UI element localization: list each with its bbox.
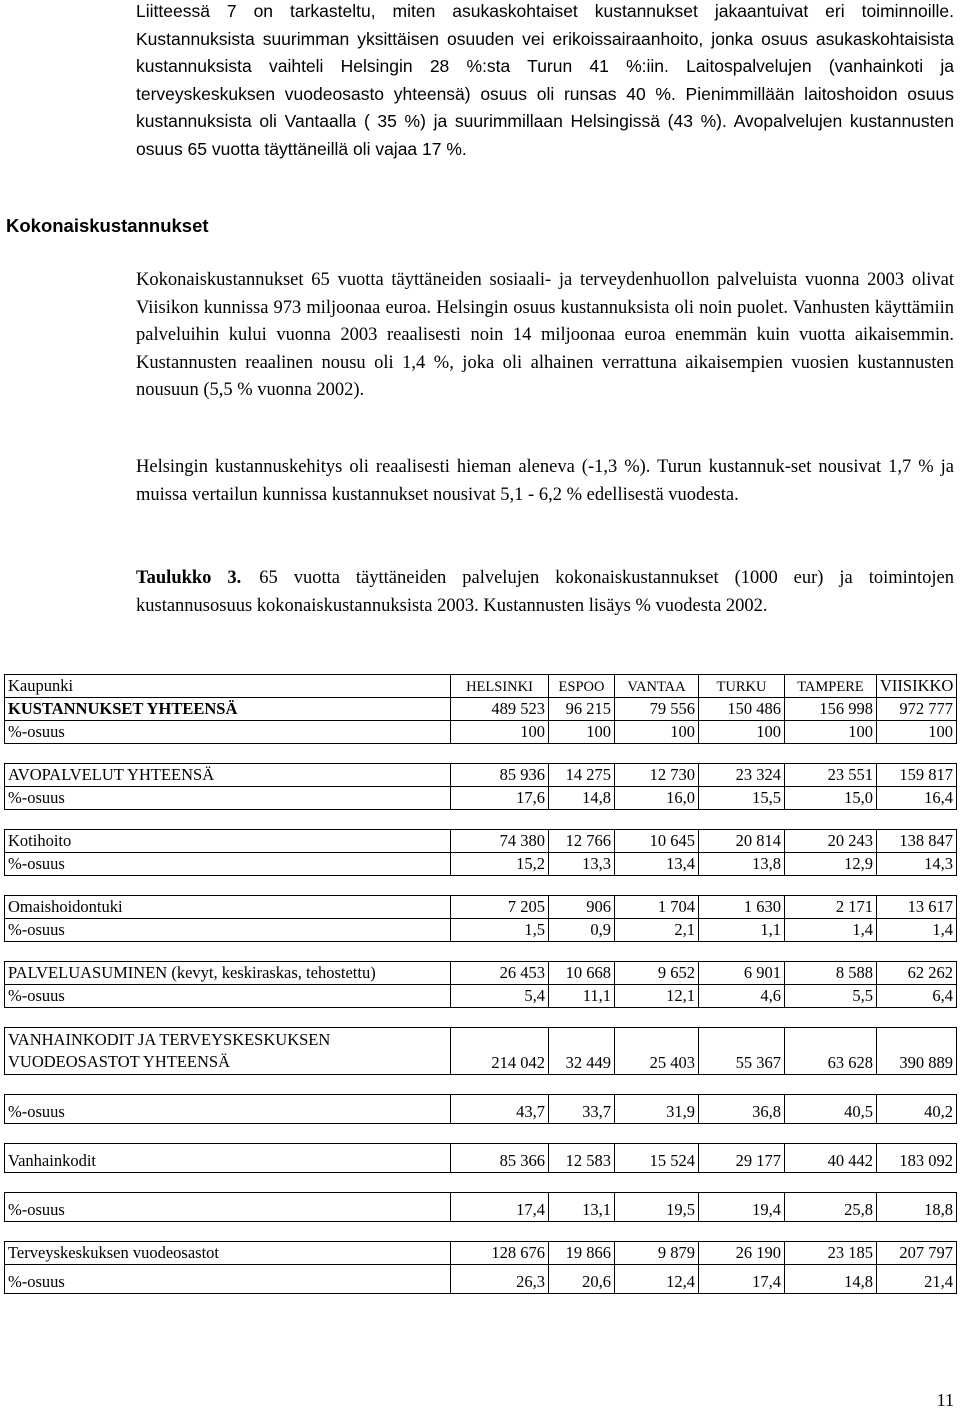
cell-value: 13 617: [877, 896, 957, 919]
row-spacer: [5, 1124, 957, 1144]
cell-value: 1,1: [699, 919, 785, 942]
table-row: [5, 896, 957, 919]
row-spacer: [5, 810, 957, 830]
table-row: [5, 830, 957, 853]
table-row: [5, 698, 957, 721]
cell-value: 20,6: [549, 1265, 615, 1294]
cell-value: 40,2: [877, 1095, 957, 1124]
cell-value: 12 583: [549, 1144, 615, 1173]
row-label: %-osuus: [5, 853, 451, 876]
cell-value: 100: [877, 721, 957, 744]
row-label: %-osuus: [5, 721, 451, 744]
table-row: [5, 962, 957, 985]
cell-value: 1,5: [451, 919, 549, 942]
cell-value: 18,8: [877, 1193, 957, 1222]
cell-value: 7 205: [451, 896, 549, 919]
cell-value: 9 652: [615, 962, 699, 985]
header-helsinki: HELSINKI: [451, 675, 549, 698]
cell-value: 0,9: [549, 919, 615, 942]
cell-value: 19 866: [549, 1242, 615, 1265]
cell-value: 156 998: [785, 698, 877, 721]
row-label: %-osuus: [5, 1095, 451, 1124]
cell-value: 100: [549, 721, 615, 744]
cell-value: 26,3: [451, 1265, 549, 1294]
cell-value: 15,0: [785, 787, 877, 810]
cell-value: 1,4: [877, 919, 957, 942]
table-row: [5, 764, 957, 787]
cell-value: 15 524: [615, 1144, 699, 1173]
cell-value: 14,8: [549, 787, 615, 810]
cell-value: 43,7: [451, 1095, 549, 1124]
row-spacer: [5, 942, 957, 962]
table-row: [5, 1193, 957, 1222]
row-label: [5, 1028, 451, 1075]
cell-value: 55 367: [699, 1028, 785, 1075]
row-label: Kotihoito: [5, 830, 451, 853]
cost-table: [4, 674, 957, 1294]
cell-value: 79 556: [615, 698, 699, 721]
cell-value: 14 275: [549, 764, 615, 787]
cell-value: 128 676: [451, 1242, 549, 1265]
table-header-row: [5, 675, 957, 698]
header-vantaa: VANTAA: [615, 675, 699, 698]
cell-value: 62 262: [877, 962, 957, 985]
cell-value: 100: [785, 721, 877, 744]
cell-value: 26 453: [451, 962, 549, 985]
row-label: %-osuus: [5, 919, 451, 942]
cell-value: 11,1: [549, 985, 615, 1008]
cell-value: 1 704: [615, 896, 699, 919]
cell-value: 100: [451, 721, 549, 744]
cell-value: 5,4: [451, 985, 549, 1008]
cell-value: 16,4: [877, 787, 957, 810]
cell-value: 20 243: [785, 830, 877, 853]
header-espoo: ESPOO: [549, 675, 615, 698]
cell-value: 13,1: [549, 1193, 615, 1222]
cell-value: 14,3: [877, 853, 957, 876]
row-label: Vanhainkodit: [5, 1144, 451, 1173]
cell-value: 15,5: [699, 787, 785, 810]
cell-value: 63 628: [785, 1028, 877, 1075]
cell-value: 2 171: [785, 896, 877, 919]
row-spacer: [5, 1173, 957, 1193]
row-label: %-osuus: [5, 1265, 451, 1294]
row-spacer: [5, 1075, 957, 1095]
cell-value: 10 668: [549, 962, 615, 985]
row-label: Omaishoidontuki: [5, 896, 451, 919]
row-label: %-osuus: [5, 985, 451, 1008]
cell-value: 19,4: [699, 1193, 785, 1222]
cell-value: 5,5: [785, 985, 877, 1008]
cell-value: 40 442: [785, 1144, 877, 1173]
cell-value: 1,4: [785, 919, 877, 942]
cell-value: 17,4: [699, 1265, 785, 1294]
header-tampere: TAMPERE: [785, 675, 877, 698]
cell-value: 12,9: [785, 853, 877, 876]
cell-value: 21,4: [877, 1265, 957, 1294]
row-label: AVOPALVELUT YHTEENSÄ: [5, 764, 451, 787]
cell-value: 23 324: [699, 764, 785, 787]
header-viisikko: VIISIKKO: [877, 675, 957, 698]
table-caption-label: Taulukko 3.: [136, 568, 242, 588]
cell-value: 15,2: [451, 853, 549, 876]
cell-value: 906: [549, 896, 615, 919]
cell-value: 85 936: [451, 764, 549, 787]
cell-value: 207 797: [877, 1242, 957, 1265]
cell-value: 16,0: [615, 787, 699, 810]
cell-value: 29 177: [699, 1144, 785, 1173]
table-row: [5, 1242, 957, 1265]
cell-value: 13,8: [699, 853, 785, 876]
total-costs-paragraph: Kokonaiskustannukset 65 vuotta täyttäneiden sosiaali- ja terveydenhuollon palveluista vuonna 2003 olivat Viisikon kunnissa 973 miljoonaa euroa. Helsingin osuus kustannuksista oli noin puolet. Vanhusten käyttämiin palveluihin kului vuonna 2003 reaalisesti noin 14 miljoonaa euroa enemmän kuin vuotta aikaisemmin. Kustannusten reaalinen nousu oli 1,4 %, joka oli alhainen verrattuna aikaisempien vuosien kustannusten nousuun (5,5 % vuonna 2002).: [136, 270, 954, 400]
cell-value: 25,8: [785, 1193, 877, 1222]
row-label-line2: VUODEOSASTOT YHTEENSÄ: [8, 1052, 230, 1071]
cell-value: 12 730: [615, 764, 699, 787]
cell-value: 12,4: [615, 1265, 699, 1294]
header-turku: TURKU: [699, 675, 785, 698]
cell-value: 36,8: [699, 1095, 785, 1124]
helsinki-trend-paragraph: Helsingin kustannuskehitys oli reaalisesti hieman aleneva (-1,3 %). Turun kustannuk-set nousivat 1,7 % ja muissa vertailun kunnissa kustannukset nousivat 5,1 - 6,2 % edellisestä vuodesta.: [136, 457, 954, 505]
table-row: [5, 1144, 957, 1173]
cell-value: 8 588: [785, 962, 877, 985]
row-label: %-osuus: [5, 787, 451, 810]
table-row: [5, 985, 957, 1008]
cell-value: 12,1: [615, 985, 699, 1008]
table-row: [5, 1265, 957, 1294]
cell-value: 19,5: [615, 1193, 699, 1222]
intro-paragraph: Liitteessä 7 on tarkasteltu, miten asukaskohtaiset kustannukset jakaantuivat eri toiminnoille. Kustannuksista suurimman yksittäisen osuuden vei erikoissairaanhoito, jonka osuus asukaskohtaisista kustannuksista vaihteli Helsingin 28 %:sta Turun 41 %:iin. Laitospalvelujen (vanhainkoti ja terveyskeskuksen vuodeosasto yhteensä) osuus oli runsas 40 %. Pienimmillään laitoshoidon osuus kustannuksista oli Vantaalla ( 35 %) ja suurimmillaan Helsingissä (43 %). Avopalvelujen kustannusten osuus 65 vuotta täyttäneillä oli vajaa 17 %.: [136, 1, 954, 159]
page-number: 11: [936, 1390, 954, 1410]
cell-value: 23 551: [785, 764, 877, 787]
cell-value: 85 366: [451, 1144, 549, 1173]
cell-value: 1 630: [699, 896, 785, 919]
table-row: [5, 721, 957, 744]
row-label: %-osuus: [5, 1193, 451, 1222]
cell-value: 214 042: [451, 1028, 549, 1075]
table-caption-text: 65 vuotta täyttäneiden palvelujen kokonaiskustannukset (1000 eur) ja toimintojen kustannusosuus kokonaiskustannuksista 2003. Kustannusten lisäys % vuodesta 2002.: [136, 568, 955, 616]
table-row: [5, 919, 957, 942]
cell-value: 138 847: [877, 830, 957, 853]
cell-value: 74 380: [451, 830, 549, 853]
table-row: [5, 853, 957, 876]
cell-value: 100: [699, 721, 785, 744]
cell-value: 150 486: [699, 698, 785, 721]
cell-value: 6,4: [877, 985, 957, 1008]
table-row: [5, 787, 957, 810]
cell-value: 33,7: [549, 1095, 615, 1124]
table-row: [5, 1095, 957, 1124]
cell-value: 23 185: [785, 1242, 877, 1265]
cell-value: 972 777: [877, 698, 957, 721]
cell-value: 10 645: [615, 830, 699, 853]
row-label: KUSTANNUKSET YHTEENSÄ: [5, 698, 451, 721]
cell-value: 25 403: [615, 1028, 699, 1075]
row-spacer: [5, 876, 957, 896]
row-label-line1: VANHAINKODIT JA TERVEYSKESKUKSEN: [8, 1030, 331, 1049]
cell-value: 31,9: [615, 1095, 699, 1124]
table-caption: [136, 565, 954, 620]
header-kaupunki: Kaupunki: [5, 675, 451, 698]
cell-value: 9 879: [615, 1242, 699, 1265]
row-spacer: [5, 1222, 957, 1242]
cell-value: 6 901: [699, 962, 785, 985]
cell-value: 390 889: [877, 1028, 957, 1075]
cell-value: 2,1: [615, 919, 699, 942]
table-row: [5, 1028, 957, 1075]
cell-value: 159 817: [877, 764, 957, 787]
cell-value: 13,4: [615, 853, 699, 876]
cell-value: 100: [615, 721, 699, 744]
cell-value: 17,4: [451, 1193, 549, 1222]
row-spacer: [5, 1008, 957, 1028]
cell-value: 12 766: [549, 830, 615, 853]
cell-value: 183 092: [877, 1144, 957, 1173]
row-label: Terveyskeskuksen vuodeosastot: [5, 1242, 451, 1265]
cell-value: 17,6: [451, 787, 549, 810]
cell-value: 32 449: [549, 1028, 615, 1075]
row-label: PALVELUASUMINEN (kevyt, keskiraskas, tehostettu): [5, 962, 451, 985]
row-spacer: [5, 744, 957, 764]
cell-value: 96 215: [549, 698, 615, 721]
cell-value: 14,8: [785, 1265, 877, 1294]
cell-value: 26 190: [699, 1242, 785, 1265]
cell-value: 20 814: [699, 830, 785, 853]
section-heading: Kokonaiskustannukset: [6, 215, 209, 236]
cell-value: 4,6: [699, 985, 785, 1008]
cell-value: 489 523: [451, 698, 549, 721]
cell-value: 40,5: [785, 1095, 877, 1124]
cell-value: 13,3: [549, 853, 615, 876]
